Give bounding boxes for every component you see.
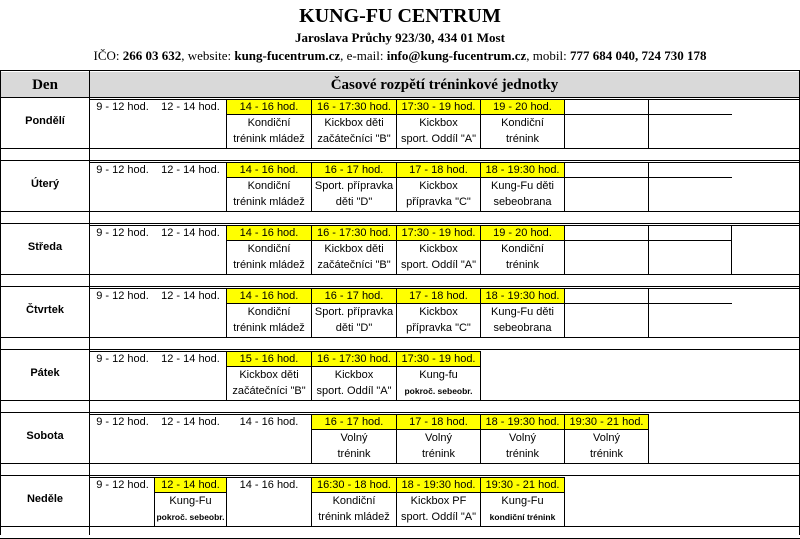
cell-divider — [311, 99, 312, 149]
activity-line-2: začátečníci "B" — [317, 133, 391, 145]
cell-underline — [226, 303, 311, 304]
email-link[interactable]: info@kung-fucentrum.cz — [386, 48, 527, 63]
activity-line-2: trénink mládež — [233, 322, 305, 334]
empty-cell-underline — [564, 177, 732, 178]
ico-value: 266 03 632 — [122, 48, 182, 63]
day-row-bottom — [0, 337, 800, 338]
time-slot: 14 - 16 hod. — [227, 163, 311, 177]
cell-underline — [311, 177, 396, 178]
time-slot: 14 - 16 hod. — [227, 226, 311, 240]
time-slot: 9 - 12 hod. — [96, 227, 149, 239]
cell-divider — [311, 288, 312, 338]
activity-line-2: začátečníci "B" — [317, 259, 391, 271]
cell-underline — [480, 303, 564, 304]
activity-line-2: trénink mládež — [233, 196, 305, 208]
activity-line-1: Kickbox děti — [324, 243, 384, 255]
web-label: , website: — [181, 48, 235, 63]
header-bottom-border — [0, 97, 800, 98]
time-slot: 18 - 19:30 hod. — [481, 289, 564, 303]
time-slot: 17:30 - 19 hod. — [397, 352, 480, 366]
cell-divider — [480, 99, 481, 149]
time-slot: 14 - 16 hod. — [239, 416, 299, 428]
cell-divider — [311, 225, 312, 275]
activity-line-2: pokroč. sebeobr. — [404, 386, 473, 396]
cell-underline — [311, 492, 396, 493]
activity-line-2: začátečníci "B" — [232, 385, 306, 397]
day-label-5: Sobota — [26, 430, 64, 442]
cell-divider — [564, 477, 565, 527]
day-row-bottom — [0, 526, 800, 527]
day-block-separator — [0, 349, 800, 350]
column-header-time-range: Časové rozpětí tréninkové jednotky — [90, 72, 799, 98]
cell-divider — [396, 351, 397, 401]
activity-line-2: sport. Oddíl "A" — [400, 259, 477, 271]
activity-line-1: Kickbox děti — [239, 369, 299, 381]
time-slot: 9 - 12 hod. — [96, 479, 149, 491]
empty-cell-underline — [564, 240, 732, 241]
cell-underline — [480, 177, 564, 178]
activity-line-2: pokroč. sebeobr. — [156, 512, 225, 522]
activity-line-1: Sport. přípravka — [314, 306, 394, 318]
ico-label: IČO: — [93, 48, 123, 63]
activity-line-1: Sport. přípravka — [314, 180, 394, 192]
cell-underline — [311, 114, 396, 115]
mobil-label: , mobil: — [526, 48, 570, 63]
activity-line-1: Kickbox — [419, 306, 458, 318]
empty-cell-underline — [564, 303, 732, 304]
activity-line-1: Volný — [593, 432, 620, 444]
activity-line-2: trénink — [505, 259, 540, 271]
time-slot: 15 - 16 hod. — [227, 352, 311, 366]
activity-line-1: Kickbox — [419, 243, 458, 255]
empty-cell-divider — [648, 162, 649, 212]
cell-divider — [311, 414, 312, 464]
time-slot: 17 - 18 hod. — [397, 415, 480, 429]
activity-line-2: sport. Oddíl "A" — [400, 133, 477, 145]
activity-line-2: sport. Oddíl "A" — [400, 511, 477, 523]
cell-underline — [396, 177, 480, 178]
activity-line-2: trénink — [505, 448, 540, 460]
time-slot: 12 - 14 hod. — [161, 416, 220, 428]
email-label: , e-mail: — [340, 48, 387, 63]
time-slot: 16 - 17:30 hod. — [312, 100, 396, 114]
cell-divider — [396, 225, 397, 275]
activity-line-1: Volný — [509, 432, 536, 444]
activity-line-2: trénink — [421, 448, 456, 460]
activity-line-1: Kondiční — [501, 117, 544, 129]
cell-underline — [480, 114, 564, 115]
cell-divider — [396, 288, 397, 338]
empty-cell-divider — [564, 99, 565, 149]
activity-line-2: přípravka "C" — [406, 322, 471, 334]
cell-underline — [396, 492, 480, 493]
day-label-4: Pátek — [30, 367, 60, 379]
day-block-separator — [0, 475, 800, 476]
time-slot: 18 - 19:30 hod. — [481, 415, 564, 429]
cell-underline — [480, 492, 564, 493]
activity-line-2: děti "D" — [335, 196, 373, 208]
time-slot: 9 - 12 hod. — [96, 416, 149, 428]
time-slot: 12 - 14 hod. — [161, 353, 220, 365]
activity-line-1: Kondiční — [247, 180, 291, 192]
day-column-divider — [89, 70, 90, 535]
cell-divider — [396, 162, 397, 212]
empty-cell-divider — [564, 288, 565, 338]
activity-line-1: Kickbox — [334, 369, 374, 381]
cell-underline — [396, 303, 480, 304]
cell-divider — [154, 477, 155, 527]
time-slot: 19 - 20 hod. — [481, 226, 564, 240]
activity-line-2: trénink — [337, 448, 371, 460]
cell-divider — [480, 414, 481, 464]
cell-divider — [226, 351, 227, 401]
time-slot: 18 - 19:30 hod. — [397, 478, 480, 492]
day-block-separator — [0, 160, 800, 161]
cell-divider — [396, 414, 397, 464]
activity-line-1: Kung-Fu děti — [491, 306, 554, 318]
activity-line-2: děti "D" — [335, 322, 373, 334]
time-slot: 17:30 - 19 hod. — [397, 100, 480, 114]
cell-underline — [311, 366, 396, 367]
empty-cell-divider — [731, 225, 732, 275]
time-slot: 17 - 18 hod. — [397, 163, 480, 177]
mobil-value: 777 684 040, 724 730 178 — [569, 48, 707, 63]
cell-underline — [311, 303, 396, 304]
time-slot: 9 - 12 hod. — [96, 164, 149, 176]
activity-line-2: trénink mládež — [233, 133, 305, 145]
cell-underline — [480, 429, 564, 430]
cell-underline — [564, 429, 648, 430]
centre-address: Jaroslava Průchy 923/30, 434 01 Most — [295, 30, 505, 45]
activity-line-1: Kung-Fu — [501, 495, 544, 507]
activity-line-1: Volný — [425, 432, 452, 444]
cell-divider — [480, 477, 481, 527]
time-slot: 18 - 19:30 hod. — [481, 163, 564, 177]
time-slot: 9 - 12 hod. — [96, 101, 149, 113]
cell-underline — [226, 366, 311, 367]
cell-underline — [226, 240, 311, 241]
activity-line-1: Kickbox PF — [410, 495, 467, 507]
time-slot: 14 - 16 hod. — [227, 100, 311, 114]
table-top-border — [0, 70, 800, 71]
cell-underline — [311, 240, 396, 241]
day-label-2: Středa — [27, 241, 63, 253]
time-slot: 12 - 14 hod. — [155, 478, 226, 492]
empty-cell-divider — [648, 99, 649, 149]
cell-divider — [480, 351, 481, 401]
day-block-separator — [0, 412, 800, 413]
day-label-3: Čtvrtek — [26, 304, 64, 316]
time-slot: 17:30 - 19 hod. — [397, 226, 480, 240]
activity-line-1: Kondiční — [332, 495, 376, 507]
day-label-1: Úterý — [30, 178, 60, 190]
activity-line-1: Kung-Fu děti — [491, 180, 554, 192]
cell-underline — [226, 177, 311, 178]
activity-line-1: Kickbox — [419, 117, 458, 129]
cell-divider — [311, 162, 312, 212]
activity-line-1: Kondiční — [247, 306, 291, 318]
cell-divider — [564, 414, 565, 464]
activity-line-1: Volný — [340, 432, 368, 444]
time-slot: 16 - 17:30 hod. — [312, 226, 396, 240]
activity-line-2: přípravka "C" — [406, 196, 471, 208]
cell-divider — [311, 477, 312, 527]
day-label-6: Neděle — [26, 493, 64, 505]
cell-underline — [396, 429, 480, 430]
cell-divider — [648, 414, 649, 464]
day-row-bottom — [0, 211, 800, 212]
activity-line-2: sport. Oddíl "A" — [316, 385, 392, 397]
time-slot: 16 - 17:30 hod. — [312, 352, 396, 366]
cell-underline — [226, 114, 311, 115]
activity-line-2: trénink — [505, 133, 540, 145]
activity-line-2: sebeobrana — [493, 196, 552, 208]
time-slot: 16 - 17 hod. — [312, 289, 396, 303]
activity-line-1: Kickbox — [419, 180, 458, 192]
time-slot: 12 - 14 hod. — [161, 164, 220, 176]
activity-line-2: kondiční trénink — [489, 512, 556, 522]
empty-cell-divider — [648, 288, 649, 338]
activity-line-1: Kickbox děti — [324, 117, 384, 129]
day-row-bottom — [0, 274, 800, 275]
time-slot: 9 - 12 hod. — [96, 353, 149, 365]
cell-divider — [396, 99, 397, 149]
cell-divider — [226, 162, 227, 212]
activity-line-1: Kung-fu — [419, 369, 458, 381]
activity-line-2: trénink — [589, 448, 624, 460]
time-slot: 17 - 18 hod. — [397, 289, 480, 303]
cell-underline — [480, 240, 564, 241]
cell-divider — [311, 351, 312, 401]
time-slot: 19 - 20 hod. — [481, 100, 564, 114]
activity-line-1: Kondiční — [247, 117, 291, 129]
empty-cell-underline — [564, 114, 732, 115]
day-row-bottom — [0, 148, 800, 149]
activity-line-2: sebeobrana — [493, 322, 552, 334]
activity-line-1: Kondiční — [501, 243, 544, 255]
cell-divider — [480, 162, 481, 212]
cell-underline — [311, 429, 396, 430]
cell-underline — [396, 114, 480, 115]
column-header-day: Den — [1, 72, 89, 98]
activity-line-2: trénink mládež — [233, 259, 305, 271]
centre-title: KUNG-FU CENTRUM — [299, 5, 501, 27]
day-block-separator — [0, 223, 800, 224]
time-slot: 16 - 17 hod. — [312, 163, 396, 177]
website-link[interactable]: kung-fucentrum.cz — [234, 48, 341, 63]
empty-cell-divider — [564, 162, 565, 212]
cell-divider — [226, 225, 227, 275]
activity-line-2: trénink mládež — [318, 511, 390, 523]
cell-divider — [480, 225, 481, 275]
time-slot: 12 - 14 hod. — [161, 101, 220, 113]
time-slot: 9 - 12 hod. — [96, 290, 149, 302]
day-row-bottom — [0, 463, 800, 464]
empty-cell-divider — [648, 225, 649, 275]
time-slot: 19:30 - 21 hod. — [565, 415, 648, 429]
day-label-0: Pondělí — [25, 115, 65, 127]
cell-underline — [396, 366, 480, 367]
empty-cell-divider — [564, 225, 565, 275]
cell-divider — [396, 477, 397, 527]
time-slot: 14 - 16 hod. — [227, 289, 311, 303]
cell-underline — [154, 492, 226, 493]
cell-divider — [226, 99, 227, 149]
activity-line-1: Kung-Fu — [169, 495, 212, 507]
time-slot: 12 - 14 hod. — [161, 227, 220, 239]
cell-divider — [226, 288, 227, 338]
time-slot: 16:30 - 18 hod. — [312, 478, 396, 492]
time-slot: 12 - 14 hod. — [161, 290, 220, 302]
day-block-separator — [0, 286, 800, 287]
day-row-bottom — [0, 400, 800, 401]
time-slot: 16 - 17 hod. — [312, 415, 396, 429]
activity-line-1: Kondiční — [247, 243, 291, 255]
cell-divider — [480, 288, 481, 338]
time-slot: 14 - 16 hod. — [239, 479, 299, 491]
time-slot: 19:30 - 21 hod. — [481, 478, 564, 492]
cell-underline — [396, 240, 480, 241]
